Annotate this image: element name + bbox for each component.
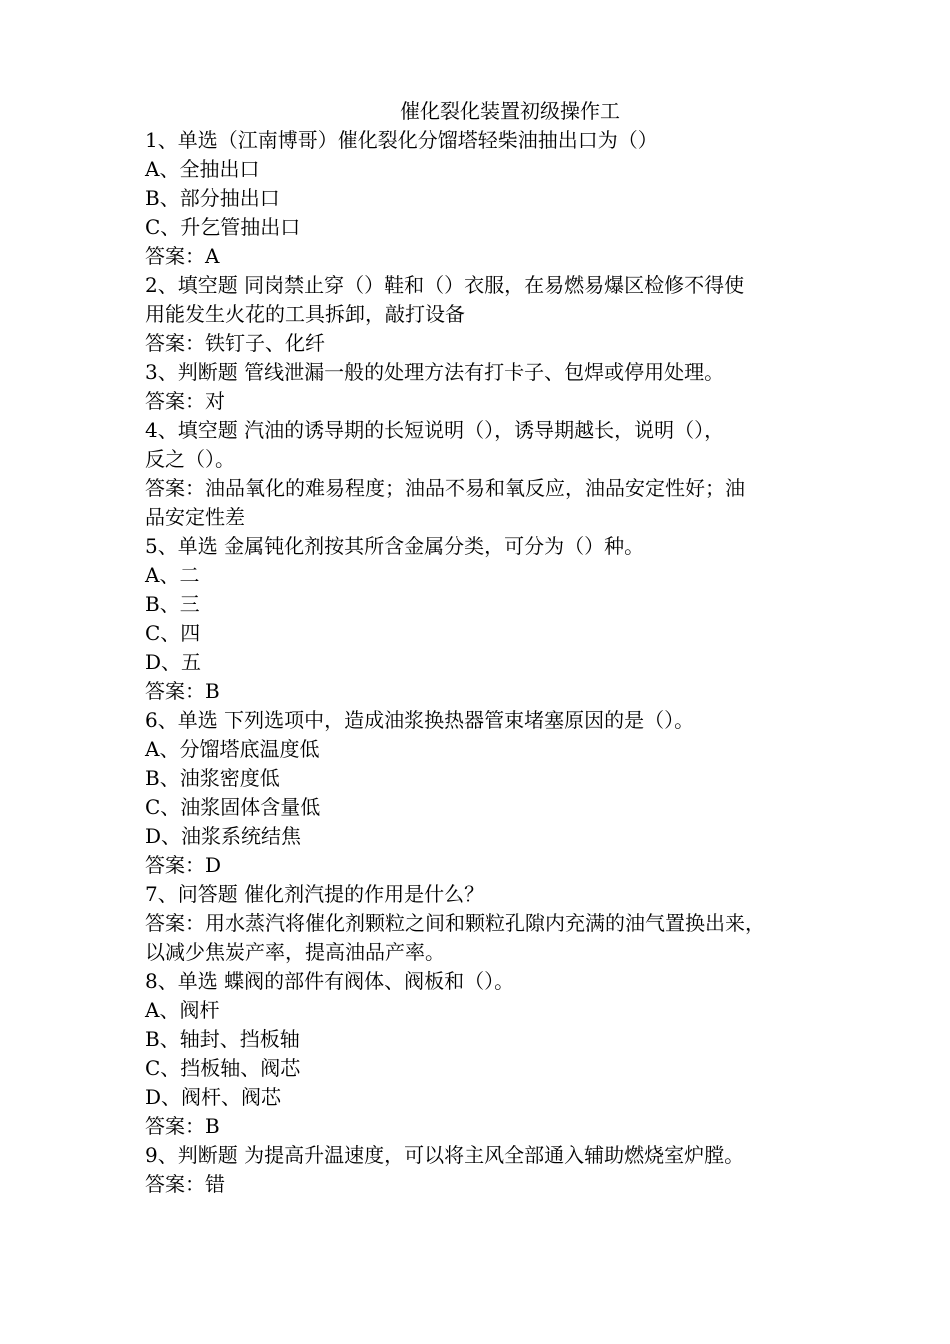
document-line: 4、填空题 汽油的诱导期的长短说明（），诱导期越长，说明（）， <box>145 418 725 442</box>
document-line: 答案：错 <box>145 1172 225 1196</box>
document-line: 答案：B <box>145 1114 220 1138</box>
document-line: D、阀杆、阀芯 <box>145 1085 282 1109</box>
document-line: A、全抽出口 <box>145 157 260 181</box>
document-line: A、阀杆 <box>145 998 220 1022</box>
document-line: B、部分抽出口 <box>145 186 280 210</box>
document-title: 催化裂化装置初级操作工 <box>400 99 620 123</box>
document-line: 2、填空题 同岗禁止穿（）鞋和（）衣服，在易燃易爆区检修不得使 <box>145 273 745 297</box>
document-line: A、二 <box>145 563 200 587</box>
document-line: 5、单选 金属钝化剂按其所含金属分类，可分为（）种。 <box>145 534 645 558</box>
document-content <box>145 97 835 1199</box>
document-line: 1、单选（江南博哥）催化裂化分馏塔轻柴油抽出口为（） <box>145 128 658 152</box>
document-line: 答案：对 <box>145 389 225 413</box>
document-line: B、轴封、挡板轴 <box>145 1027 300 1051</box>
document-line: 3、判断题 管线泄漏一般的处理方法有打卡子、包焊或停用处理。 <box>145 360 725 384</box>
document-line: C、四 <box>145 621 201 645</box>
document-line: 8、单选 蝶阀的部件有阀体、阀板和（）。 <box>145 969 515 993</box>
document-line: 答案：用水蒸汽将催化剂颗粒之间和颗粒孔隙内充满的油气置换出来， <box>145 911 765 935</box>
document-line: 反之（）。 <box>145 447 235 471</box>
document-line: 答案：油品氧化的难易程度；油品不易和氧反应，油品安定性好；油 <box>145 476 745 500</box>
document-line: 6、单选 下列选项中，造成油浆换热器管束堵塞原因的是（）。 <box>145 708 695 732</box>
document-line: D、油浆系统结焦 <box>145 824 302 848</box>
document-line: 答案：B <box>145 679 220 703</box>
document-line: 用能发生火花的工具拆卸，敲打设备 <box>145 302 465 326</box>
document-line: B、油浆密度低 <box>145 766 280 790</box>
document-line: 品安定性差 <box>145 505 245 529</box>
document-line: C、升乞管抽出口 <box>145 215 301 239</box>
document-line: 答案：铁钉子、化纤 <box>145 331 325 355</box>
document-line: B、三 <box>145 592 200 616</box>
document-line: D、五 <box>145 650 202 674</box>
document-line: 答案：D <box>145 853 222 877</box>
document-line: 答案：A <box>145 244 220 268</box>
document-line: A、分馏塔底温度低 <box>145 737 320 761</box>
document-line: 9、判断题 为提高升温速度，可以将主风全部通入辅助燃烧室炉膛。 <box>145 1143 745 1167</box>
document-line: C、油浆固体含量低 <box>145 795 321 819</box>
document-line: 以减少焦炭产率，提高油品产率。 <box>145 940 445 964</box>
document-line: 7、问答题 催化剂汽提的作用是什么？ <box>145 882 485 906</box>
document-line: C、挡板轴、阀芯 <box>145 1056 301 1080</box>
document-body <box>145 126 835 1199</box>
